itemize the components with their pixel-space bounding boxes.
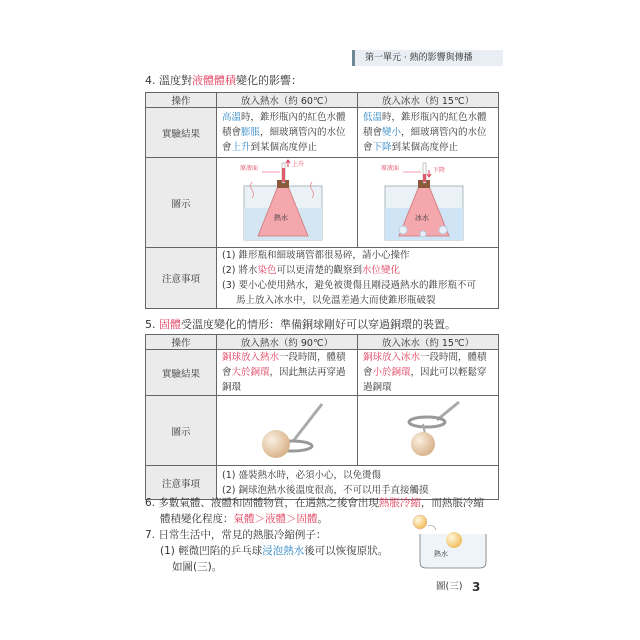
section-6-line-2: 體積變化程度：氣體＞液體＞固體。	[160, 513, 328, 525]
header-cold: 放入冰水（約 15℃）	[358, 335, 499, 350]
section-6-line-1: 6. 多數氣體、液體和固體物質，在遇熱之後會出現熱脹冷縮，而熱脹冷縮	[145, 497, 484, 509]
figure-3-caption: 圖(三)	[436, 581, 463, 592]
section-4-title: 4. 溫度對液體體積變化的影響：	[145, 74, 302, 87]
solid-expansion-table	[145, 334, 499, 500]
hot-water-label: 熱水	[274, 214, 288, 222]
header-cold: 放入冰水（約 15℃）	[358, 93, 499, 108]
result-label: 實驗結果	[146, 350, 217, 396]
fall-label: 下降	[433, 167, 446, 174]
pingpong-hot-water-figure	[406, 512, 498, 574]
liquid-expansion-table	[145, 92, 499, 309]
page-number: 3	[472, 580, 481, 594]
unit-header-tab: 第一單元 · 熱的影響與傳播	[352, 50, 503, 66]
orig-level-label: 原液面	[240, 165, 259, 172]
rise-label: 上升	[292, 161, 305, 168]
header-hot: 放入熱水（約 60℃）	[217, 93, 358, 108]
notes-cell: (1) 盛裝熱水時，必須小心，以免燙傷 (2) 銅球泡熱水後溫度很高，不可以用手直接觸摸	[217, 466, 499, 500]
cold-ball-figure	[358, 396, 499, 466]
notes-label: 注意事項	[146, 248, 217, 309]
cold-flask-figure	[358, 158, 499, 248]
section-7-title: 7. 日常生活中，常見的熱脹冷縮例子：	[145, 529, 327, 541]
hot-ball-figure	[217, 396, 358, 466]
section-7-item-1-ref: 如圖(三)。	[172, 561, 223, 573]
header-hot: 放入熱水（約 90℃）	[217, 335, 358, 350]
hot-result: 銅球放入熱水一段時間，體積會大於銅環，因此無法再穿過銅環	[217, 350, 358, 396]
section-7-item-1: (1) 輕微凹陷的乒乓球浸泡熱水後可以恢復原狀。	[160, 545, 389, 557]
notes-label: 注意事項	[146, 466, 217, 500]
hot-flask-figure	[217, 158, 358, 248]
section-5-title: 5. 固體受溫度變化的情形：準備銅球剛好可以穿過銅環的裝置。	[145, 318, 456, 331]
hot-water-label: 熱水	[434, 550, 448, 558]
orig-level-label-cold: 原液面	[381, 165, 400, 172]
cold-result: 銅球放入冰水一段時間，體積會小於銅環，因此可以輕鬆穿過銅環	[358, 350, 499, 396]
cold-result: 低溫時，錐形瓶內的紅色水體積會變小，細玻璃管內的水位會下降到某個高度停止	[358, 108, 499, 158]
header-op: 操作	[146, 335, 217, 350]
header-op: 操作	[146, 93, 217, 108]
figure-label: 圖示	[146, 158, 217, 248]
hot-result: 高溫時，錐形瓶內的紅色水體積會膨脹，細玻璃管內的水位會上升到某個高度停止	[217, 108, 358, 158]
result-label: 實驗結果	[146, 108, 217, 158]
figure-label: 圖示	[146, 396, 217, 466]
ice-water-label: 冰水	[415, 214, 429, 222]
notes-cell: (1) 錐形瓶和細玻璃管都很易碎，請小心操作 (2) 將水染色可以更清楚的觀察到水位變化 (3) 要小心使用熱水，避免被燙傷且剛浸過熱水的錐形瓶不可 馬上放入冰水中，以免溫差過大而使錐形瓶破裂	[217, 248, 499, 309]
